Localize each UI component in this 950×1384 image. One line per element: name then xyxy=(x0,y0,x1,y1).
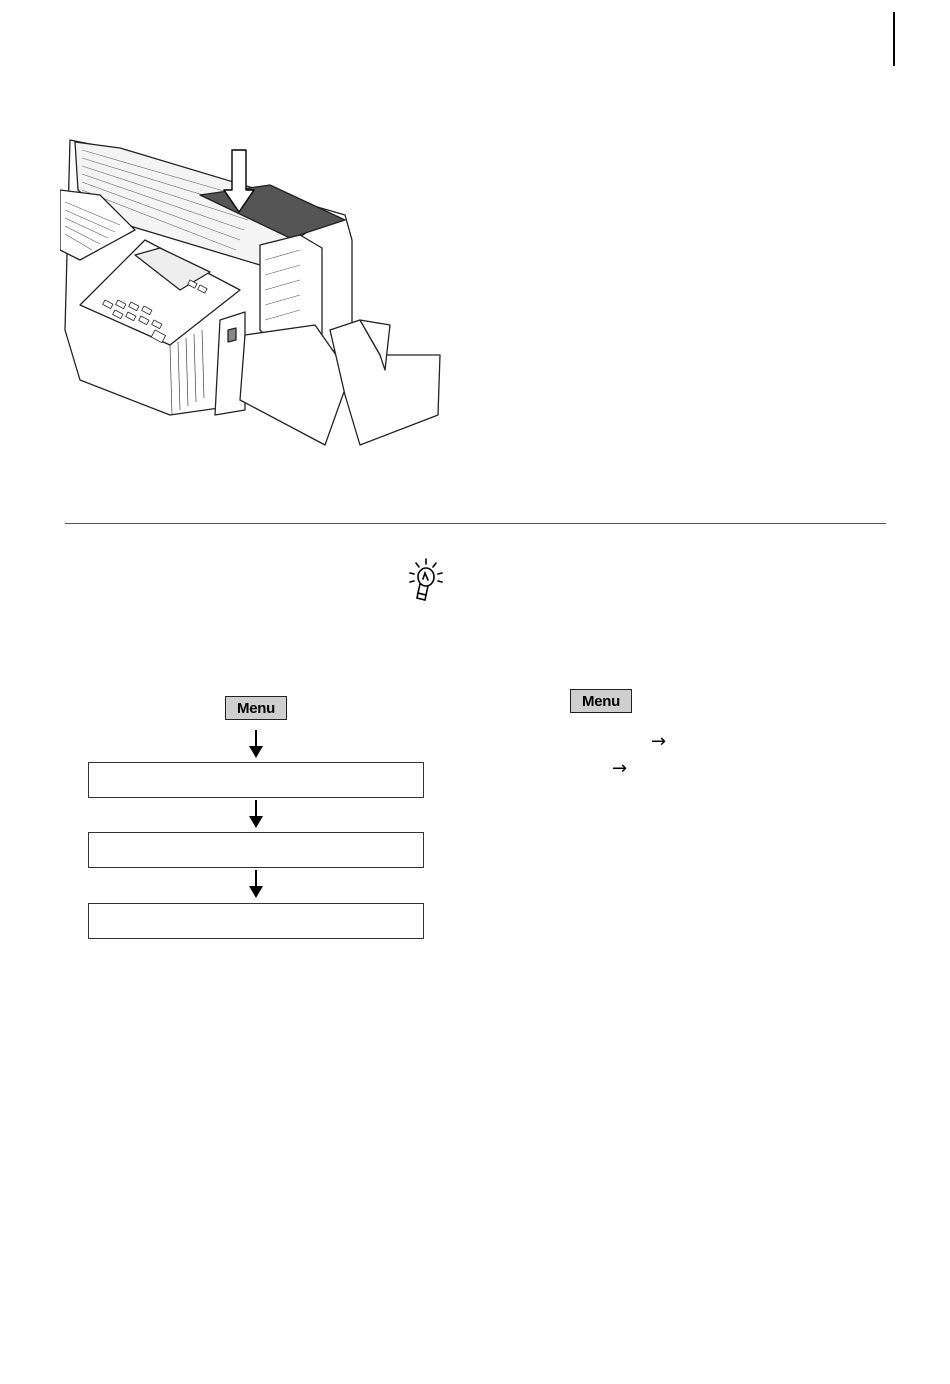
page-edge-marker xyxy=(893,12,895,66)
flow-arrow-down-icon xyxy=(249,870,263,900)
flow-arrow-down-icon xyxy=(249,800,263,830)
display-screen-3 xyxy=(88,903,424,939)
menu-path-arrow-icon: → xyxy=(612,758,628,779)
menu-key[interactable]: Menu xyxy=(225,696,287,720)
menu-path-arrow-icon: → xyxy=(651,731,667,752)
section-divider xyxy=(65,523,886,524)
franking-machine-illustration xyxy=(60,130,445,455)
menu-key[interactable]: Menu xyxy=(570,689,632,713)
display-screen-2 xyxy=(88,832,424,868)
display-screen-1 xyxy=(88,762,424,798)
flow-arrow-down-icon xyxy=(249,730,263,760)
lightbulb-tip-icon xyxy=(400,555,450,605)
